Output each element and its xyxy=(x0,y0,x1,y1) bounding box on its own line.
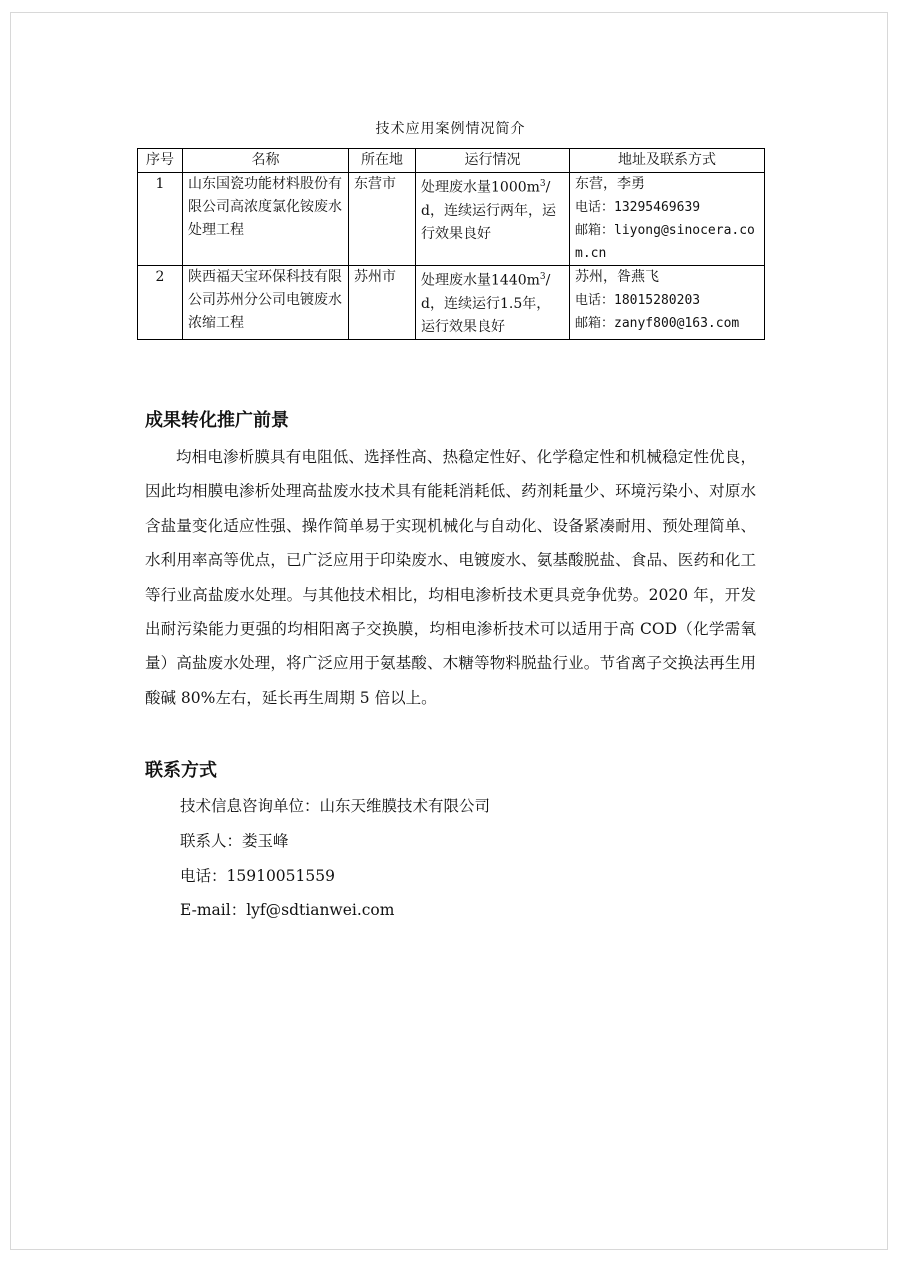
row-contact xyxy=(570,173,765,266)
contact-city-person: 苏州，昝燕飞 xyxy=(575,269,659,285)
row-location: 苏州市 xyxy=(349,266,416,340)
operation-text-pre: 处理废水量1440m xyxy=(421,272,540,289)
table-caption: 技术应用案例情况简介 xyxy=(375,121,526,137)
header-operation: 运行情况 xyxy=(416,149,570,173)
row-no: 1 xyxy=(138,173,183,266)
contact-phone: 电话：18015280203 xyxy=(575,293,701,308)
operation-text-post: /d，连续运行两年，运行效果良好 xyxy=(421,179,556,242)
section-title-prospect: 成果转化推广前景 xyxy=(145,410,289,431)
contact-phone-line: 电话：15910051559 xyxy=(180,867,335,885)
operation-text-post: /d，连续运行1.5年，运行效果良好 xyxy=(421,272,551,335)
operation-text-pre: 处理废水量1000m xyxy=(421,179,540,196)
contact-unit: 技术信息咨询单位：山东天维膜技术有限公司 xyxy=(180,797,491,815)
operation-text-sup: 3 xyxy=(539,179,546,189)
header-no: 序号 xyxy=(138,149,183,173)
header-name: 名称 xyxy=(183,149,349,173)
table-header-row xyxy=(138,149,765,173)
contact-person: 联系人：娄玉峰 xyxy=(180,832,289,850)
section-title-contact: 联系方式 xyxy=(145,760,217,781)
contact-phone: 电话：13295469639 xyxy=(575,200,701,215)
contact-email: 邮箱：zanyf800@163.com xyxy=(575,316,740,331)
prospect-paragraph: 均相电渗析膜具有电阻低、选择性高、热稳定性好、化学稳定性和机械稳定性优良，因此均相膜电渗析处理高盐废水技术具有能耗消耗低、药剂耗量少、环境污染小、对原水含盐量变化适应性强、操作简单易于实现机械化与自动化、设备紧凑耐用、预处理简单、水利用率高等优点，已广泛应用于印染废水、电镀废水、氨基酸脱盐、食品、医药和化工等行业高盐废水处理。与其他技术相比，均相电渗析技术更具竞争优势。2020 年，开发出耐污染能力更强的均相阳离子交换膜，均相电渗析技术可以适用于高 COD（化学需氧量）高盐废水处理，将广泛应用于氨基酸、木糖等物料脱盐行业。节省离子交换法再生用酸碱 80%左右，延长再生周期 5 倍以上。 xyxy=(145,448,756,707)
header-location: 所在地 xyxy=(349,149,416,173)
row-no: 2 xyxy=(138,266,183,340)
contact-email-line: E-mail：lyf@sdtianwei.com xyxy=(180,901,395,919)
contact-city-person: 东营，李勇 xyxy=(575,176,645,192)
row-operation xyxy=(416,173,570,266)
table-row xyxy=(138,173,765,266)
contact-email: 邮箱：liyong@sinocera.com.cn xyxy=(575,223,755,261)
operation-text-sup: 3 xyxy=(539,272,546,282)
header-contact: 地址及联系方式 xyxy=(570,149,765,173)
row-location: 东营市 xyxy=(349,173,416,266)
case-table xyxy=(137,148,765,340)
row-operation xyxy=(416,266,570,340)
row-name: 陕西福天宝环保科技有限公司苏州分公司电镀废水浓缩工程 xyxy=(183,266,349,340)
table-row xyxy=(138,266,765,340)
row-name: 山东国瓷功能材料股份有限公司高浓度氯化铵废水处理工程 xyxy=(183,173,349,266)
row-contact xyxy=(570,266,765,340)
